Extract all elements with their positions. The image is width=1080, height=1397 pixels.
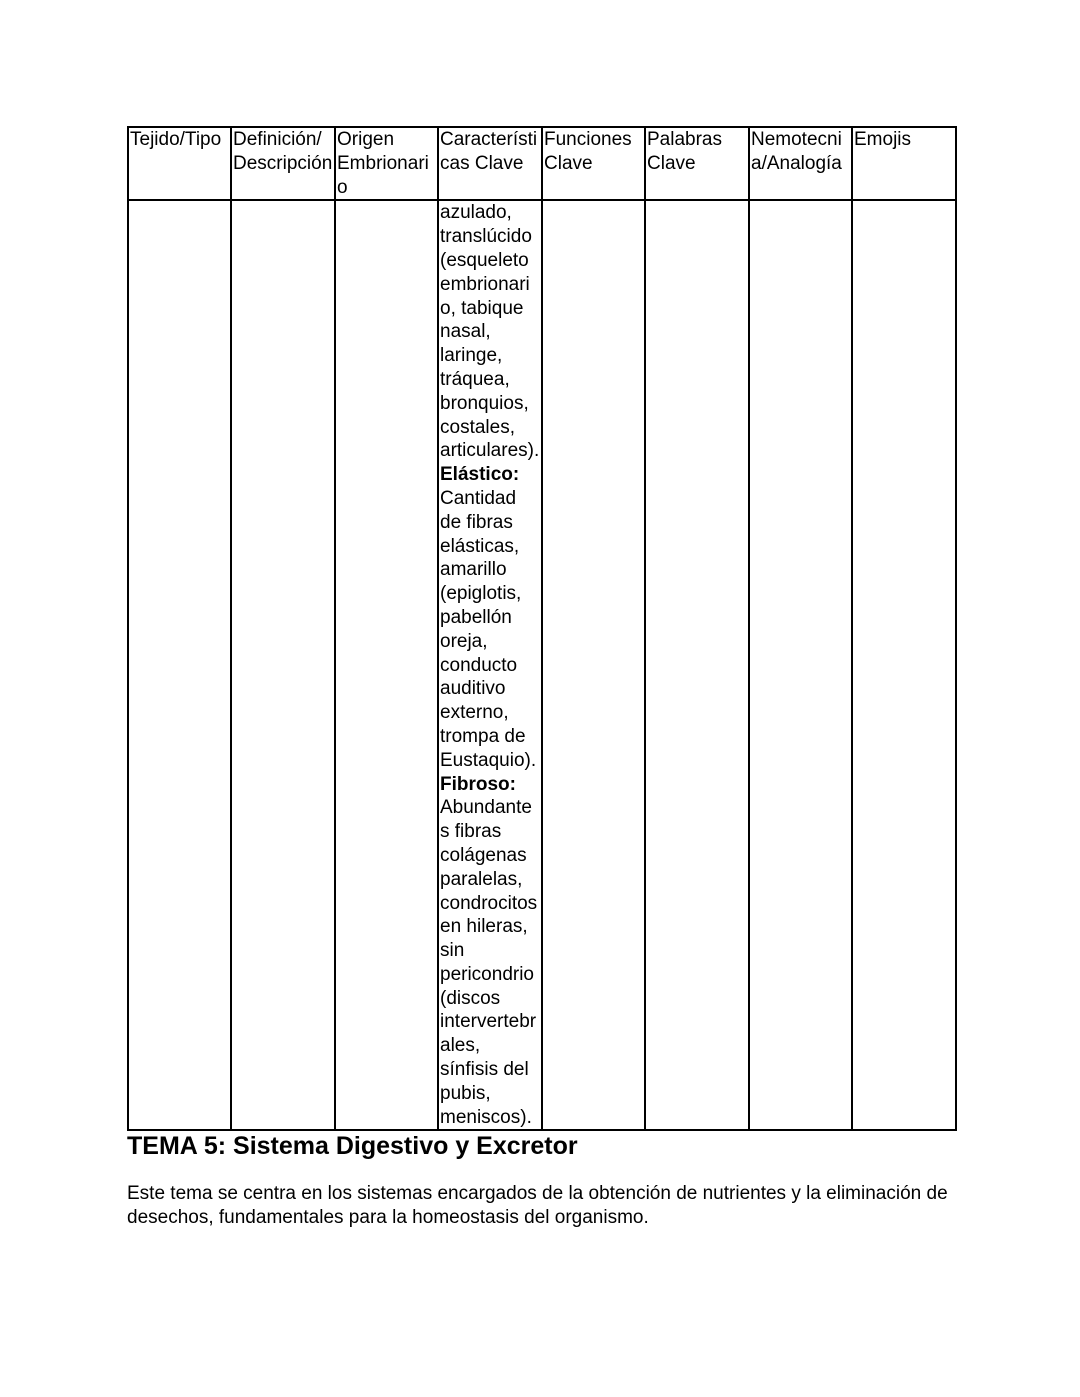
cell-origen xyxy=(335,200,438,1130)
header-cell-funciones: Funciones Clave xyxy=(542,127,645,200)
table-header-row xyxy=(128,127,956,200)
section-paragraph: Este tema se centra en los sistemas encargados de la obtención de nutrientes y la eliminación de desechos, fundamentales para la homeostasis del organismo. xyxy=(127,1183,948,1228)
section-title: TEMA 5: Sistema Digestivo y Excretor xyxy=(127,1132,578,1160)
header-cell-tejido-tipo: Tejido/Tipo xyxy=(128,127,231,200)
header-cell-nemotecnia: Nemotecni a/Analogía xyxy=(749,127,852,200)
cell-nemotecnia xyxy=(749,200,852,1130)
caracteristicas-intro-text: azulado, translúcido (esqueleto embrionari o, tabique nasal, laringe, tráquea, bronquios, costales, articulares). xyxy=(440,202,540,462)
header-cell-caracteristicas: Característi cas Clave xyxy=(438,127,542,200)
tissue-table xyxy=(127,126,957,1131)
cell-funciones xyxy=(542,200,645,1130)
header-cell-emojis: Emojis xyxy=(852,127,956,200)
table-row xyxy=(128,200,956,1130)
header-cell-origen: Origen Embrionari o xyxy=(335,127,438,200)
cell-tejido-tipo xyxy=(128,200,231,1130)
fibroso-label: Fibroso: xyxy=(440,773,516,795)
fibroso-text: Abundante s fibras colágenas paralelas, condrocitos en hileras, sin pericondrio (discos intervertebr ales, sínfisis del pubis, meniscos). xyxy=(440,797,538,1128)
cell-palabras xyxy=(645,200,749,1130)
elastico-label: Elástico: xyxy=(440,464,520,486)
cell-definicion xyxy=(231,200,335,1130)
header-cell-definicion: Definición/ Descripción xyxy=(231,127,335,200)
elastico-text: Cantidad de fibras elásticas, amarillo (epiglotis, pabellón oreja, conducto auditivo externo, trompa de Eustaquio). xyxy=(440,487,537,771)
cell-caracteristicas xyxy=(438,200,542,1130)
cell-emojis xyxy=(852,200,956,1130)
header-cell-palabras: Palabras Clave xyxy=(645,127,749,200)
